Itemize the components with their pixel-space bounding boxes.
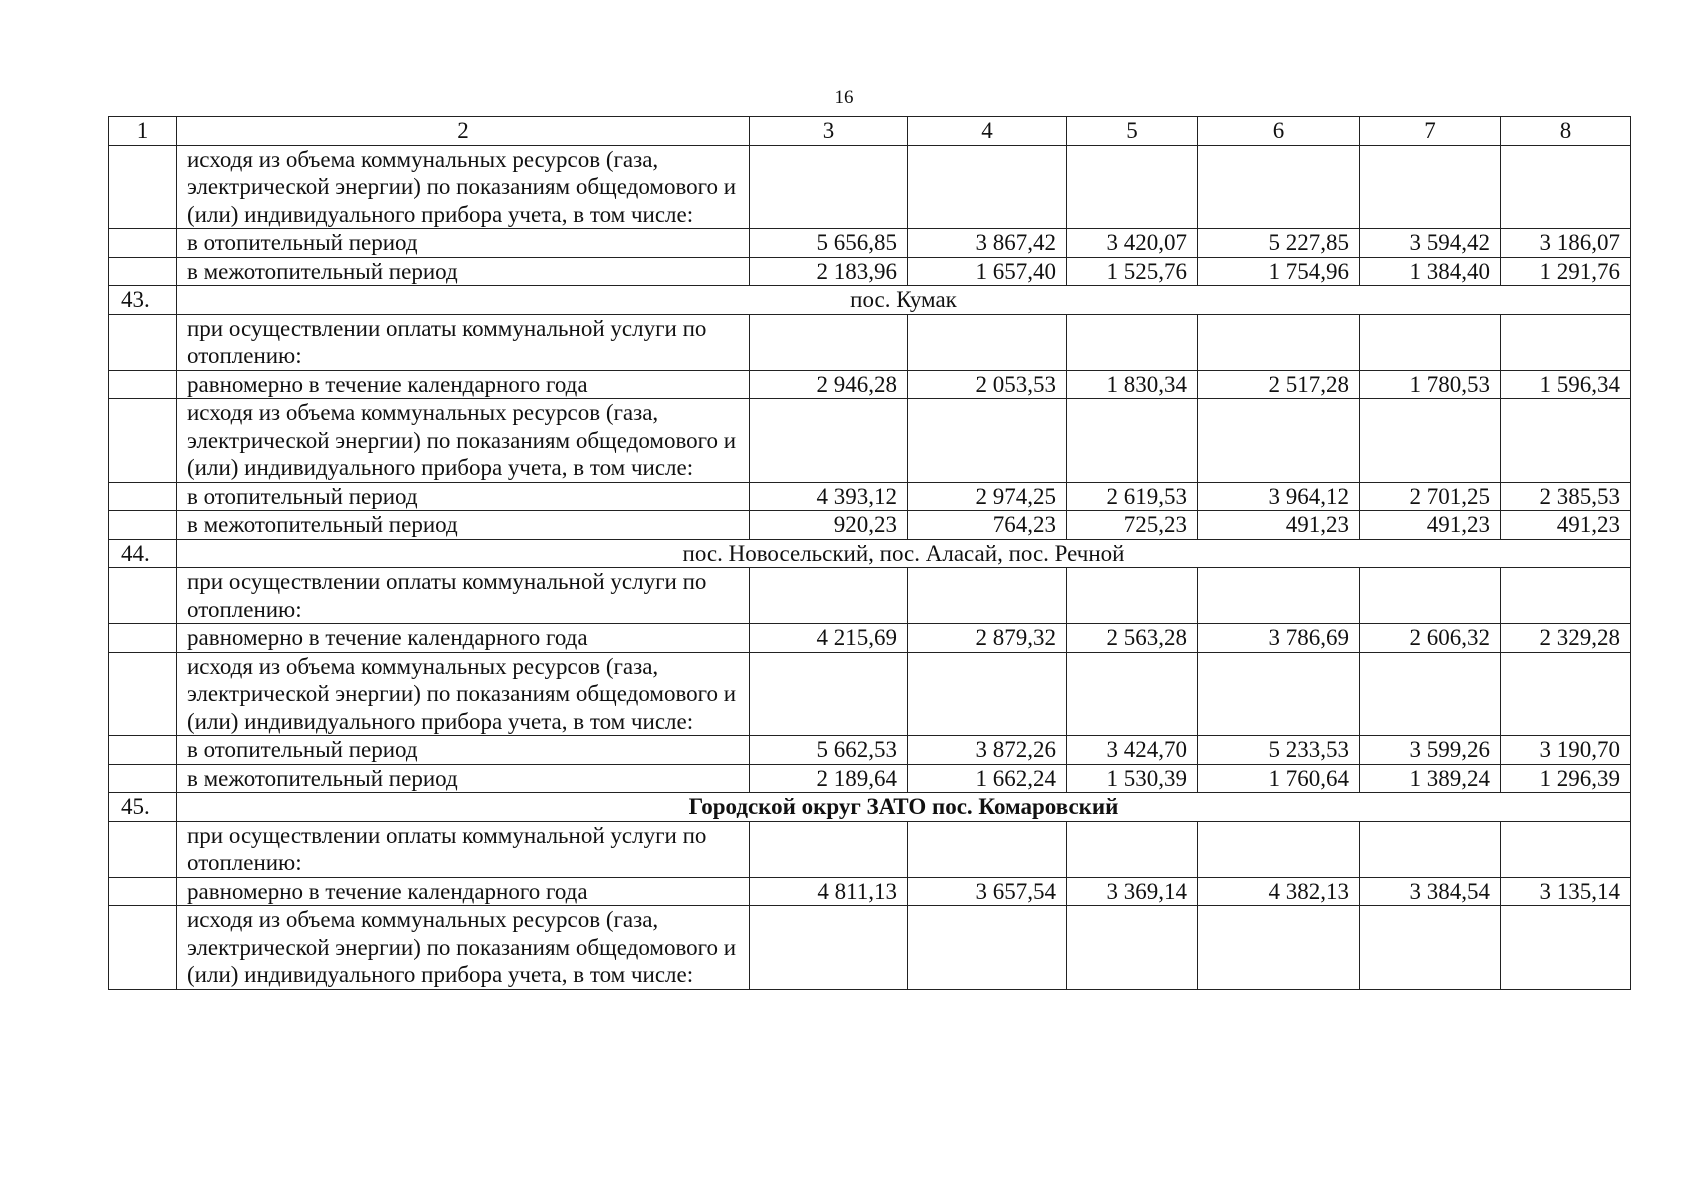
value-cell <box>750 145 908 229</box>
value-cell: 2 619,53 <box>1067 482 1198 511</box>
row-index <box>109 370 177 399</box>
value-cell <box>1198 145 1360 229</box>
group-row <box>109 399 1631 483</box>
value-cell: 3 420,07 <box>1067 229 1198 258</box>
value-cell <box>750 568 908 624</box>
value-cell: 3 657,54 <box>908 877 1067 906</box>
value-cell <box>1501 568 1631 624</box>
section-row <box>109 793 1631 822</box>
table-row <box>109 370 1631 399</box>
value-cell: 2 606,32 <box>1360 624 1501 653</box>
table-row <box>109 229 1631 258</box>
value-cell: 1 296,39 <box>1501 764 1631 793</box>
value-cell: 4 382,13 <box>1198 877 1360 906</box>
row-index <box>109 652 177 736</box>
row-description: исходя из объема коммунальных ресурсов (газа, электрической энергии) по показаниям общедомового и (или) индивидуального прибора учета, в том числе: <box>177 652 750 736</box>
value-cell <box>1198 568 1360 624</box>
row-description: при осуществлении оплаты коммунальной услуги по отоплению: <box>177 314 750 370</box>
header-cell: 3 <box>750 117 908 146</box>
section-title: Городской округ ЗАТО пос. Комаровский <box>177 793 1631 822</box>
row-description: в отопительный период <box>177 229 750 258</box>
tariff-table <box>108 116 1631 990</box>
value-cell: 1 291,76 <box>1501 257 1631 286</box>
value-cell <box>1360 821 1501 877</box>
page-number: 16 <box>834 87 854 108</box>
value-cell: 1 780,53 <box>1360 370 1501 399</box>
row-index <box>109 736 177 765</box>
value-cell <box>1360 399 1501 483</box>
group-row <box>109 821 1631 877</box>
value-cell: 1 830,34 <box>1067 370 1198 399</box>
value-cell: 4 215,69 <box>750 624 908 653</box>
value-cell: 3 867,42 <box>908 229 1067 258</box>
row-index <box>109 764 177 793</box>
row-index <box>109 877 177 906</box>
row-description: исходя из объема коммунальных ресурсов (газа, электрической энергии) по показаниям общедомового и (или) индивидуального прибора учета, в том числе: <box>177 399 750 483</box>
value-cell: 1 530,39 <box>1067 764 1198 793</box>
value-cell <box>1198 906 1360 990</box>
value-cell: 2 701,25 <box>1360 482 1501 511</box>
value-cell: 2 329,28 <box>1501 624 1631 653</box>
row-index: 45. <box>109 793 177 822</box>
row-index: 43. <box>109 286 177 315</box>
row-index <box>109 314 177 370</box>
row-description: равномерно в течение календарного года <box>177 877 750 906</box>
value-cell <box>1360 145 1501 229</box>
row-index <box>109 482 177 511</box>
value-cell <box>908 906 1067 990</box>
table-row <box>109 764 1631 793</box>
value-cell: 1 657,40 <box>908 257 1067 286</box>
value-cell <box>1198 821 1360 877</box>
value-cell: 3 135,14 <box>1501 877 1631 906</box>
row-index <box>109 399 177 483</box>
value-cell <box>1501 906 1631 990</box>
value-cell: 4 393,12 <box>750 482 908 511</box>
value-cell: 920,23 <box>750 511 908 540</box>
value-cell <box>750 652 908 736</box>
table-row <box>109 736 1631 765</box>
group-row <box>109 568 1631 624</box>
row-description: при осуществлении оплаты коммунальной услуги по отоплению: <box>177 821 750 877</box>
row-index <box>109 229 177 258</box>
value-cell <box>1067 145 1198 229</box>
table-row <box>109 877 1631 906</box>
header-cell: 4 <box>908 117 1067 146</box>
value-cell: 1 760,64 <box>1198 764 1360 793</box>
value-cell: 3 369,14 <box>1067 877 1198 906</box>
value-cell: 3 186,07 <box>1501 229 1631 258</box>
value-cell: 5 233,53 <box>1198 736 1360 765</box>
value-cell <box>750 906 908 990</box>
row-index <box>109 624 177 653</box>
value-cell: 3 599,26 <box>1360 736 1501 765</box>
value-cell: 2 563,28 <box>1067 624 1198 653</box>
row-description: равномерно в течение календарного года <box>177 370 750 399</box>
value-cell: 2 517,28 <box>1198 370 1360 399</box>
value-cell <box>908 314 1067 370</box>
section-title: пос. Новосельский, пос. Аласай, пос. Речной <box>177 539 1631 568</box>
table-body <box>109 117 1631 990</box>
header-cell: 6 <box>1198 117 1360 146</box>
value-cell <box>908 145 1067 229</box>
value-cell <box>1360 568 1501 624</box>
row-description: равномерно в течение календарного года <box>177 624 750 653</box>
value-cell <box>1501 314 1631 370</box>
group-row <box>109 314 1631 370</box>
value-cell <box>1198 652 1360 736</box>
value-cell: 3 424,70 <box>1067 736 1198 765</box>
value-cell: 1 384,40 <box>1360 257 1501 286</box>
row-description: исходя из объема коммунальных ресурсов (газа, электрической энергии) по показаниям общедомового и (или) индивидуального прибора учета, в том числе: <box>177 145 750 229</box>
value-cell <box>908 399 1067 483</box>
value-cell <box>1198 399 1360 483</box>
value-cell: 3 190,70 <box>1501 736 1631 765</box>
value-cell: 491,23 <box>1198 511 1360 540</box>
table-row <box>109 511 1631 540</box>
value-cell: 2 183,96 <box>750 257 908 286</box>
value-cell: 3 594,42 <box>1360 229 1501 258</box>
row-index <box>109 145 177 229</box>
value-cell <box>908 568 1067 624</box>
row-index <box>109 906 177 990</box>
group-row <box>109 145 1631 229</box>
value-cell: 5 662,53 <box>750 736 908 765</box>
header-cell: 5 <box>1067 117 1198 146</box>
value-cell <box>1067 821 1198 877</box>
value-cell: 1 754,96 <box>1198 257 1360 286</box>
value-cell: 3 872,26 <box>908 736 1067 765</box>
value-cell <box>750 399 908 483</box>
value-cell: 764,23 <box>908 511 1067 540</box>
value-cell: 2 189,64 <box>750 764 908 793</box>
group-row <box>109 906 1631 990</box>
value-cell: 491,23 <box>1501 511 1631 540</box>
row-description: в межотопительный период <box>177 511 750 540</box>
header-cell: 8 <box>1501 117 1631 146</box>
section-row <box>109 539 1631 568</box>
row-description: при осуществлении оплаты коммунальной услуги по отоплению: <box>177 568 750 624</box>
value-cell: 2 053,53 <box>908 370 1067 399</box>
row-index <box>109 257 177 286</box>
value-cell <box>1360 314 1501 370</box>
value-cell: 3 964,12 <box>1198 482 1360 511</box>
value-cell: 2 946,28 <box>750 370 908 399</box>
value-cell <box>1501 821 1631 877</box>
value-cell: 2 879,32 <box>908 624 1067 653</box>
value-cell: 1 389,24 <box>1360 764 1501 793</box>
row-index <box>109 568 177 624</box>
row-index: 44. <box>109 539 177 568</box>
header-cell: 2 <box>177 117 750 146</box>
table-row <box>109 482 1631 511</box>
value-cell: 1 596,34 <box>1501 370 1631 399</box>
value-cell: 1 662,24 <box>908 764 1067 793</box>
value-cell: 5 227,85 <box>1198 229 1360 258</box>
value-cell <box>1501 145 1631 229</box>
row-index <box>109 821 177 877</box>
header-cell: 1 <box>109 117 177 146</box>
value-cell <box>1067 399 1198 483</box>
header-cell: 7 <box>1360 117 1501 146</box>
value-cell <box>908 821 1067 877</box>
value-cell <box>1067 314 1198 370</box>
value-cell <box>1501 399 1631 483</box>
section-title: пос. Кумак <box>177 286 1631 315</box>
value-cell <box>1360 652 1501 736</box>
value-cell: 5 656,85 <box>750 229 908 258</box>
row-description: в отопительный период <box>177 482 750 511</box>
value-cell: 2 385,53 <box>1501 482 1631 511</box>
value-cell: 3 384,54 <box>1360 877 1501 906</box>
table-row <box>109 257 1631 286</box>
value-cell: 725,23 <box>1067 511 1198 540</box>
section-row <box>109 286 1631 315</box>
row-description: в межотопительный период <box>177 764 750 793</box>
row-index <box>109 511 177 540</box>
group-row <box>109 652 1631 736</box>
row-description: исходя из объема коммунальных ресурсов (газа, электрической энергии) по показаниям общедомового и (или) индивидуального прибора учета, в том числе: <box>177 906 750 990</box>
value-cell <box>908 652 1067 736</box>
value-cell <box>1067 906 1198 990</box>
value-cell: 491,23 <box>1360 511 1501 540</box>
row-description: в отопительный период <box>177 736 750 765</box>
value-cell: 4 811,13 <box>750 877 908 906</box>
value-cell <box>750 314 908 370</box>
value-cell <box>1501 652 1631 736</box>
value-cell <box>1067 568 1198 624</box>
table-row <box>109 624 1631 653</box>
row-description: в межотопительный период <box>177 257 750 286</box>
value-cell <box>1360 906 1501 990</box>
value-cell <box>1198 314 1360 370</box>
value-cell: 1 525,76 <box>1067 257 1198 286</box>
value-cell: 3 786,69 <box>1198 624 1360 653</box>
value-cell: 2 974,25 <box>908 482 1067 511</box>
value-cell <box>1067 652 1198 736</box>
value-cell <box>750 821 908 877</box>
header-row <box>109 117 1631 146</box>
